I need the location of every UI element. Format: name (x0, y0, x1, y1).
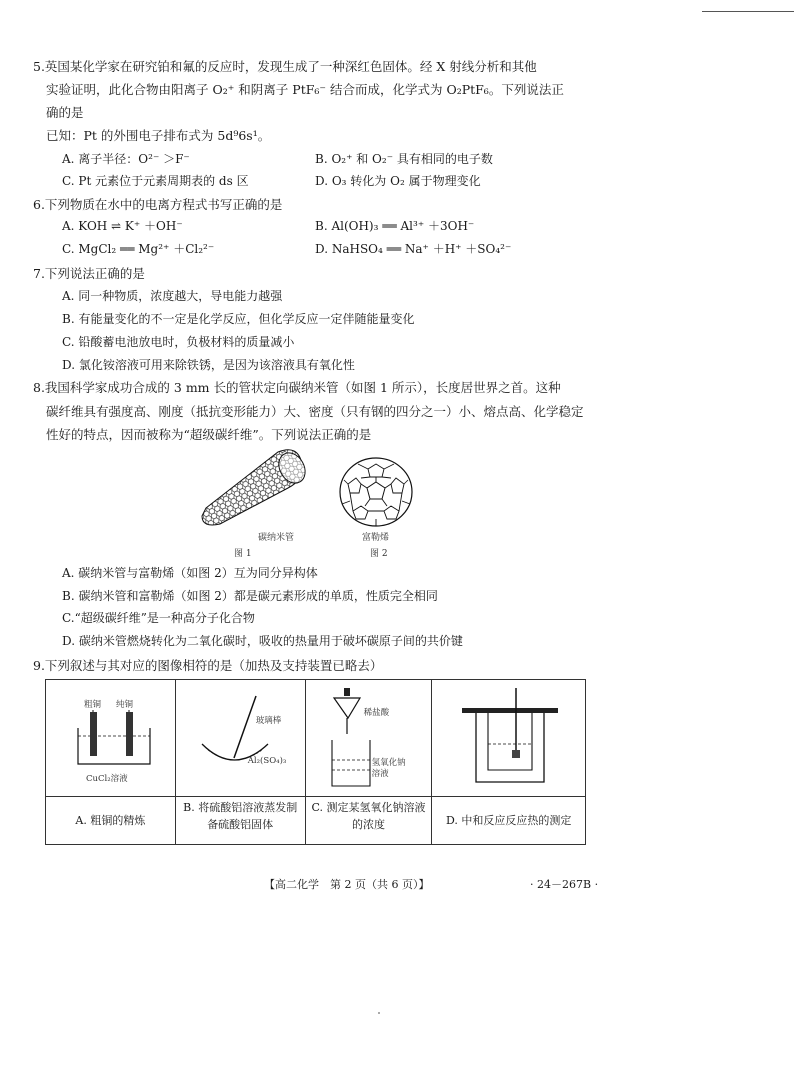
panel-b-caption: B. 将硫酸铝溶液蒸发制备硫酸铝固体 (183, 801, 298, 831)
figure2-label: 富勒烯 (362, 533, 390, 543)
q5-line3: 确的是 (46, 105, 84, 120)
q8-line1: 8.我国科学家成功合成的 3 mm 长的管状定向碳纳米管（如图 1 所示），长度居世界之首。这种 (33, 380, 561, 395)
q7-option-b[interactable]: B. 有能量变化的不一定是化学反应，但化学反应一定伴随能量变化 (62, 312, 415, 326)
exam-code: · 24－267B · (530, 878, 599, 891)
panel-d[interactable] (432, 680, 586, 797)
q7-option-c[interactable]: C. 铅酸蓄电池放电时，负极材料的质量减小 (62, 335, 295, 349)
q7-option-d[interactable]: D. 氯化铵溶液可用来除铁锈，是因为该溶液具有氧化性 (62, 358, 355, 372)
q6-option-b[interactable]: B. Al(OH)₃ ══ Al³⁺ ＋3OH⁻ (315, 219, 475, 233)
q5-option-c[interactable]: C. Pt 元素位于元素周期表的 ds 区 (62, 174, 249, 188)
q8-option-a[interactable]: A. 碳纳米管与富勒烯（如图 2）互为同分异构体 (62, 566, 318, 580)
q9-stem: 9.下列叙述与其对应的图像相符的是（加热及支持装置已略去） (33, 658, 383, 673)
fullerene-figure (336, 456, 416, 528)
calorimeter-icon (462, 688, 558, 788)
panel-b-caption-cell (175, 797, 305, 845)
panel-c-caption: C. 测定某氢氧化钠溶液的浓度 (311, 801, 426, 831)
q7-option-a[interactable]: A. 同一种物质，浓度越大，导电能力越强 (62, 289, 283, 303)
q8-line2: 碳纤维具有强度高、刚度（抵抗变形能力）大、密度（只有钢的四分之一）小、熔点高、化学稳定 (46, 404, 584, 419)
q8-option-c[interactable]: C.“超级碳纤维”是一种高分子化合物 (62, 611, 255, 625)
label-glass-rod: 玻璃棒 (255, 716, 282, 726)
q5-option-d[interactable]: D. O₃ 转化为 O₂ 属于物理变化 (315, 174, 481, 188)
top-rule (702, 11, 794, 12)
q5-option-b[interactable]: B. O₂⁺ 和 O₂⁻ 具有相同的电子数 (315, 152, 493, 166)
q5-line2: 实验证明，此化合物由阳离子 O₂⁺ 和阴离子 PtF₆⁻ 结合而成，化学式为 O₂PtF₆。下列说法正 (46, 82, 564, 97)
q8-line3: 性好的特点，因而被称为“超级碳纤维”。下列说法正确的是 (46, 427, 372, 442)
q6-stem: 6.下列物质在水中的电离方程式书写正确的是 (33, 197, 283, 212)
q6-option-a[interactable]: A. KOH ⇌ K⁺ ＋OH⁻ (62, 219, 183, 233)
q7-stem: 7.下列说法正确的是 (33, 266, 145, 281)
page-footer: 【高二化学 第 2 页（共 6 页）】 (264, 878, 430, 891)
label-dilute-hcl: 稀盐酸 (363, 708, 390, 718)
q6-option-d[interactable]: D. NaHSO₄ ══ Na⁺ ＋H⁺ ＋SO₄²⁻ (315, 242, 512, 256)
q5-known: 已知：Pt 的外围电子排布式为 5d⁹6s¹。 (46, 128, 271, 143)
panel-d-caption: D. 中和反应反应热的测定 (446, 814, 572, 827)
q8-option-d[interactable]: D. 碳纳米管燃烧转化为二氧化碳时，吸收的热量用于破坏碳原子间的共价键 (62, 634, 463, 648)
label-al2so43: Al₂(SO₄)₃ (247, 756, 287, 766)
label-pure-copper: 纯铜 (116, 700, 134, 710)
q5-option-a[interactable]: A. 离子半径：O²⁻ ＞F⁻ (62, 152, 190, 166)
q6-option-c[interactable]: C. MgCl₂ ══ Mg²⁺ ＋Cl₂²⁻ (62, 242, 215, 256)
figure2-caption: 图 2 (370, 549, 388, 559)
panel-c[interactable] (305, 680, 432, 797)
figure1-label: 碳纳米管 (258, 533, 295, 543)
evaporating-dish-icon (194, 692, 274, 782)
carbon-nanotube-figure (198, 446, 310, 526)
label-naoh-solution: 氢氧化钠溶液 (371, 758, 406, 779)
electrolysis-cell-icon (74, 710, 154, 768)
q9-apparatus-table (45, 679, 586, 845)
panel-d-caption-cell (432, 797, 586, 845)
label-cucl2-solution: CuCl₂溶液 (86, 774, 128, 784)
panel-a-caption: A. 粗铜的精炼 (75, 814, 146, 827)
panel-c-caption-cell (305, 797, 432, 845)
label-crude-copper: 粗铜 (84, 700, 102, 710)
titration-setup-icon (326, 686, 376, 790)
q8-option-b[interactable]: B. 碳纳米管和富勒烯（如图 2）都是碳元素形成的单质，性质完全相同 (62, 589, 438, 603)
panel-b[interactable] (175, 680, 305, 797)
panel-a-caption-cell (46, 797, 176, 845)
q5-line1: 5.英国某化学家在研究铂和氟的反应时，发现生成了一种深红色固体。经 X 射线分析和其他 (33, 59, 537, 74)
figure1-caption: 图 1 (234, 549, 252, 559)
panel-a[interactable] (46, 680, 176, 797)
scan-speck (378, 1012, 380, 1014)
